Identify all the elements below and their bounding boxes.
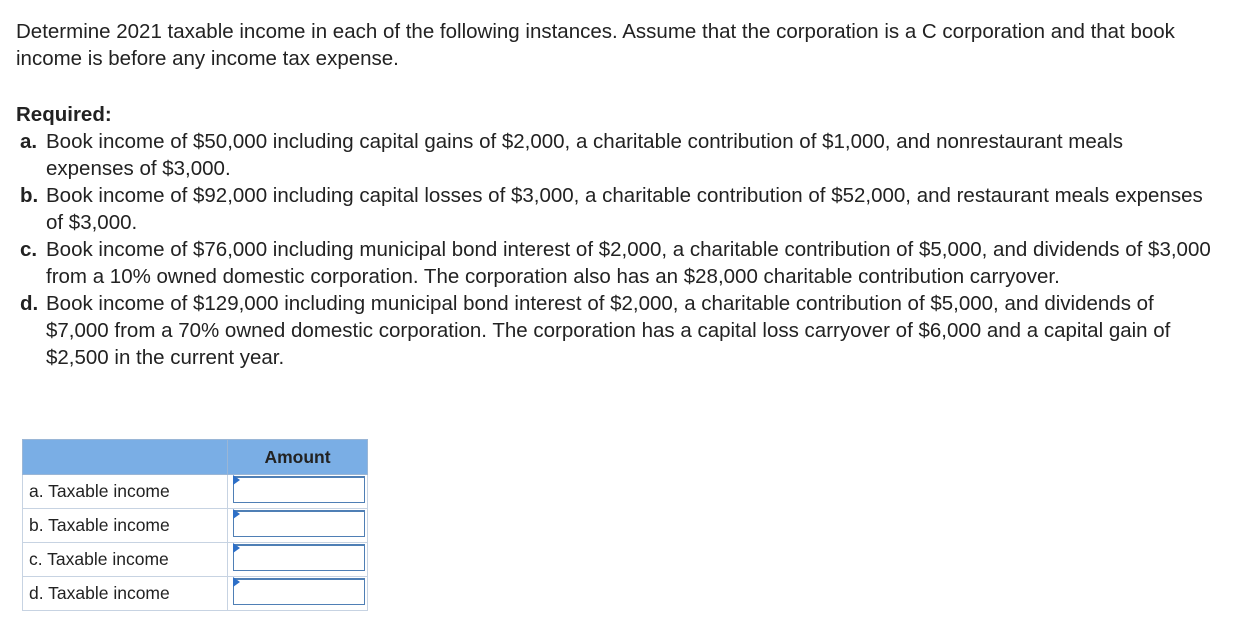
required-heading: Required: [16,103,112,126]
table-header-row [23,440,368,475]
requirement-text: Book income of $92,000 including capital losses of $3,000, a charitable contribution of $52,000, and restaurant meals expenses of $3,000. [46,184,1203,234]
requirement-text: Book income of $129,000 including municipal bond interest of $2,000, a charitable contribution of $5,000, and dividends of $7,000 from a 70% owned domestic corporation. The corporation has a capital loss carryover of $6,000 and a capital gain of $2,500 in the current year. [46,292,1171,369]
amount-column-header: Amount [228,440,368,475]
requirement-d [20,290,1215,371]
requirement-letter: c. [20,238,38,261]
row-label-c: c. Taxable income [23,543,228,577]
row-label-d: d. Taxable income [23,577,228,611]
label-column-header [23,440,228,475]
requirement-letter: a. [20,130,38,153]
amount-cell-a [228,475,368,509]
table-row [23,475,368,509]
requirement-text: Book income of $50,000 including capital gains of $2,000, a charitable contribution of $1,000, and nonrestaurant meals expenses of $3,000. [46,130,1123,180]
amount-cell-d [228,577,368,611]
amount-cell-c [228,543,368,577]
input-flag-icon [233,543,240,553]
taxable-income-a-input[interactable] [233,476,365,503]
taxable-income-c-input[interactable] [233,544,365,571]
requirement-letter: b. [20,184,39,207]
input-flag-icon [233,475,240,485]
input-flag-icon [233,509,240,519]
requirement-text: Book income of $76,000 including municipal bond interest of $2,000, a charitable contribution of $5,000, and dividends of $3,000 from a 10% owned domestic corporation. The corporation also has an $28,000 charitable contribution carryover. [46,238,1211,288]
taxable-income-b-input[interactable] [233,510,365,537]
taxable-income-d-input[interactable] [233,578,365,605]
requirement-letter: d. [20,292,39,315]
requirements-list [20,128,1215,371]
requirement-c [20,236,1215,290]
table-row [23,577,368,611]
amount-cell-b [228,509,368,543]
row-label-b: b. Taxable income [23,509,228,543]
input-flag-icon [233,577,240,587]
requirement-b [20,182,1215,236]
row-label-a: a. Taxable income [23,475,228,509]
problem-intro: Determine 2021 taxable income in each of the following instances. Assume that the corporation is a C corporation and that book income is before any income tax expense. [16,20,1175,70]
table-row [23,509,368,543]
table-row [23,543,368,577]
answer-table [22,439,368,611]
requirement-a [20,128,1215,182]
